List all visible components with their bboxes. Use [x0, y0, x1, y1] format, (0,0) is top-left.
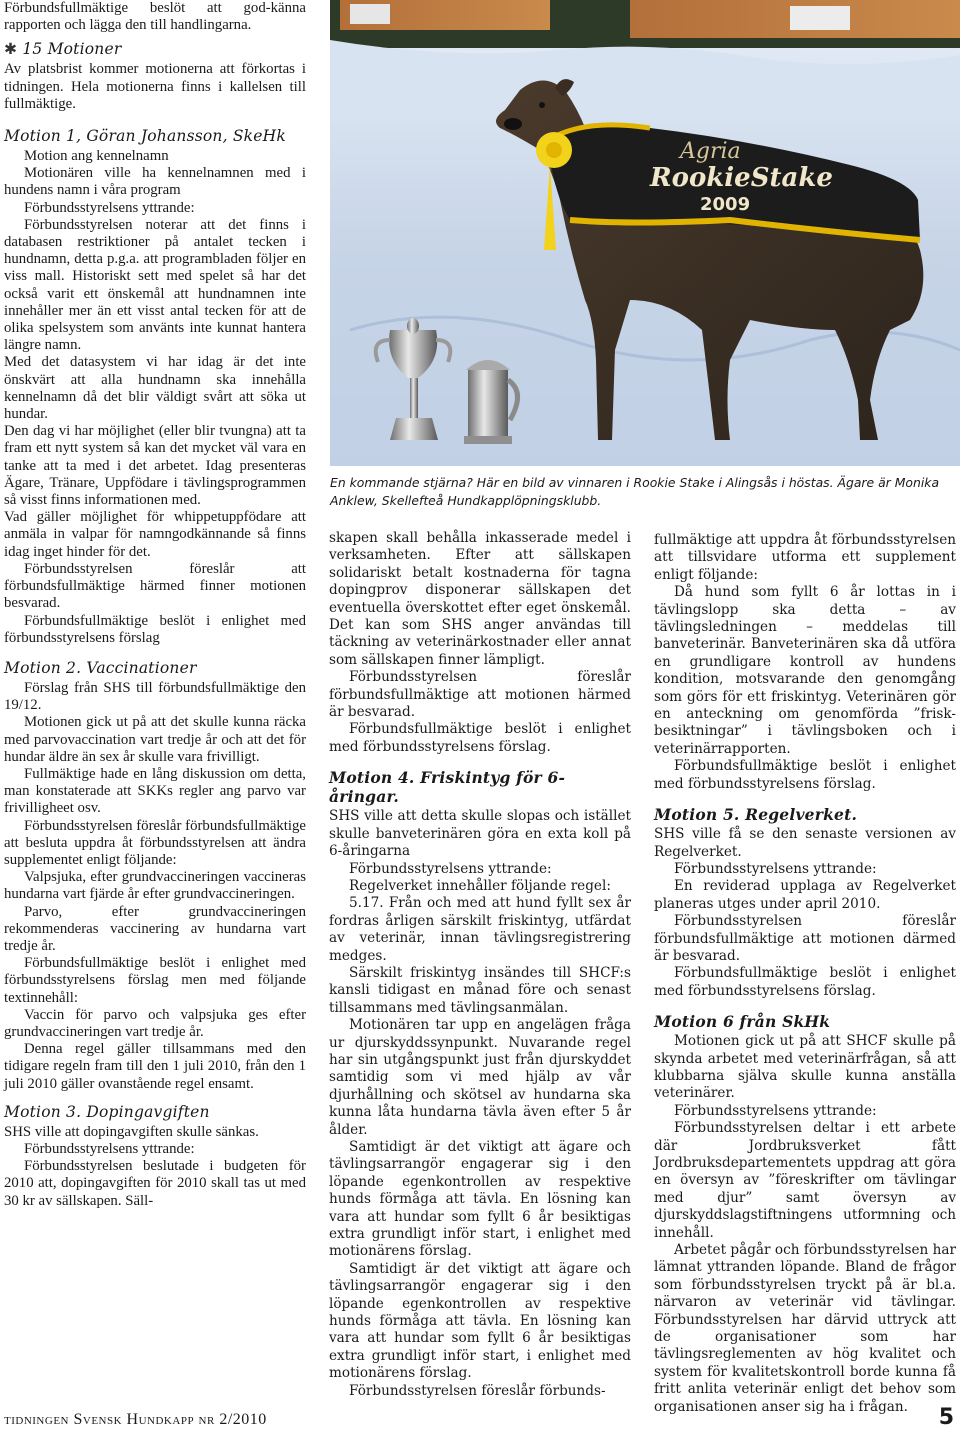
- paragraph: Förbundsfullmäktige beslöt i enlighet med förbundsstyrelsens förslag men med följande textinnehåll:: [4, 955, 306, 1006]
- paragraph: Motionen gick ut på att det skulle kunna räcka med parvovaccination vart tredje år och att det för hundar äldre än sex år skulle vara frivilligt.: [4, 714, 306, 765]
- magazine-footer: tidningen Svensk Hundkapp nr 2/2010: [4, 1411, 267, 1428]
- paragraph: Parvo, efter grundvaccineringen rekommenderas vaccinering av hundarna vart tredje år.: [4, 903, 306, 954]
- paragraph: Förbundsstyrelsen föreslår förbundsfullmäktige att besluta uppdra åt förbundsstyrelsen att ändra supplementet enligt följande:: [4, 817, 306, 868]
- section-heading: [4, 40, 306, 59]
- paragraph: Valpsjuka, efter grundvaccineringen vaccineras hundarna vart fjärde år efter grundvaccineringen.: [4, 869, 306, 903]
- paragraph: Förbundsstyrelsen föreslår förbundsfullmäktige att motionen därmed är besvarad.: [654, 913, 956, 964]
- paragraph: SHS ville att detta skulle slopas och istället skulle banveterinären göra en exta koll på 6-åringarna: [329, 808, 631, 860]
- motion-5-heading: Motion 5. Regelverket.: [654, 805, 858, 825]
- paragraph: Förbundsstyrelsen föreslår att förbundsfullmäktige härmed finner motionen besvarad.: [4, 560, 306, 612]
- greyhound-photo: [330, 0, 960, 466]
- star-icon: ✱: [4, 40, 18, 59]
- motion-3-heading: Motion 3. Dopingavgiften: [4, 1102, 210, 1121]
- paragraph: Motionären tar upp en angelägen fråga ur djurskyddssynpunkt. Nuvarande regel har sin utgångspunkt just från djurskyddet samtidig som vi med hjälp av vår djurhållning och skötsel av hundarna ska kunna låta hundarna tävla även efter 5 år ålder.: [329, 1017, 631, 1138]
- paragraph: Då hund som fyllt 6 år lottas in i tävlingslopp ska detta – av tävlingsledningen – meddelas till banveterinär. Banveterinären ska då utföra en grundligare kontroll av hundens kondition, motsvarande den genomgång som görs för ett friskintyg. Veterinären gör en anteckning om genomförda ”frisk-besiktningar” i tävlingsboken och i veterinärrapporten.: [654, 584, 956, 757]
- column-2: [329, 530, 631, 1400]
- paragraph: Vaccin för parvo och valpsjuka ges efter grundvaccineringen vart tredje år.: [4, 1006, 306, 1040]
- paragraph: Förslag från SHS till förbundsfullmäktige den 19/12.: [4, 679, 306, 714]
- photo-caption: En kommande stjärna? Här en bild av vinnaren i Rookie Stake i Alingsås i höstas. Ägare är Monika Anklew, Skellefteå Hundkapplöpningsklubb.: [330, 475, 940, 508]
- paragraph: En reviderad upplaga av Regelverket planeras utges under april 2010.: [654, 878, 956, 912]
- column-3: [654, 532, 956, 1416]
- paragraph: fullmäktige att uppdra åt förbundsstyrelsen att tillsvidare utforma ett supplement enligt följande:: [654, 532, 957, 583]
- coat-line-2: RookieStake: [650, 163, 833, 193]
- paragraph: Förbundsfullmäktige beslöt i enlighet med förbundsstyrelsens förslag.: [329, 721, 631, 755]
- paragraph: Förbundsstyrelsen noterar att det finns i databasen restriktioner på antalet tecken i hundnamn, detta p.g.a. att programbladen följer en viss mall. Historiskt sett med spelet så har det också varit ett önskemål att hundnamnen inte innehåller mer än ett visst antal tecken för att de olika spelsystem som använts inte kunnat hantera längre namn.: [4, 216, 306, 354]
- paragraph: Motionen gick ut på att SHCF skulle på skynda arbetet med veterinärfrågan, så att klubbarna själva skulle kunna anställa veterinärer.: [654, 1033, 956, 1102]
- motion-1-heading: Motion 1, Göran Johansson, SkeHk: [4, 127, 286, 146]
- motion-2-heading: Motion 2. Vaccinationer: [4, 658, 197, 677]
- paragraph: Förbundsfullmäktige beslöt i enlighet med förbundsstyrelsens förslag.: [654, 965, 956, 999]
- paragraph: Vad gäller möjlighet för whippetuppfödare att anmäla in valpar för namngodkännande så finns idag inget hinder för det.: [4, 509, 306, 560]
- motion-6-heading: Motion 6 från SkHk: [654, 1012, 831, 1032]
- motion-4-heading: Motion 4. Friskintyg för 6-åringar.: [329, 768, 566, 807]
- paragraph: Förbundsstyrelsen föreslår förbundsfullmäktige att motionen härmed är besvarad.: [329, 669, 631, 721]
- coat-line-3: 2009: [700, 194, 751, 215]
- section-heading-text: 15 Motioner: [22, 40, 122, 59]
- paragraph: Förbundsstyrelsen deltar i ett arbete där Jordbruksverket fått Jordbruksdepartementets uppdrag att göra en översyn av ”föreskrifter om tävlingar med djur” samt översyn av djurskyddslagstiftningens utformning och innehåll.: [654, 1120, 956, 1241]
- paragraph: Särskilt friskintyg insändes till SHCF:s kansli tidigast en månad före och senast tillsammans med tävlingsanmälan.: [329, 964, 631, 1016]
- paragraph: Samtidigt är det viktigt att ägare och tävlingsarrangör engagerar sig i den löpande egenkontrollen av respektive hunds förmåga att tävla. En lösning kan vara att hundar som fyllt 6 år besiktigas extra grundligt inför start, i enlighet med motionärens förslag.: [329, 1139, 631, 1260]
- paragraph: Förbundsstyrelsens yttrande:: [24, 199, 195, 216]
- paragraph: Regelverket innehåller följande regel:: [349, 877, 611, 894]
- column-1: [4, 0, 306, 1210]
- paragraph: Samtidigt är det viktigt att ägare och tävlingsarrangör engagerar sig i den löpande egenkontrollen av respektive hunds förmåga att tävla. En lösning kan vara att hundar som fyllt 6 år besiktigas extra grundligt inför start, i enlighet med motionärens förslag.: [329, 1260, 631, 1382]
- greyhound-photo-illustration: [330, 0, 960, 466]
- paragraph: Fullmäktige hade en lång diskussion om detta, man konstaterade att SKKs regler ang parvo var frivilligheet osv.: [4, 765, 306, 817]
- page-number: 5: [938, 1405, 954, 1430]
- paragraph: Den dag vi har möjlighet (eller blir tvungna) att ta fram ett nytt system så kan det mycket väl vara en tanke att ta med i det arbetet. Idag presenteras Ägare, Tränare, Uppfödare i tävlingsprogrammen så visst finns informationen med.: [4, 423, 306, 509]
- paragraph: Motionären ville ha kennelnamnen med i hundens namn i våra program: [4, 165, 306, 199]
- paragraph: skapen skall behålla inkasserade medel i verksamheten. Efter att sällskapen solidariskt betalt kostnaderna för tagna dopingprov disponerar sällskapen det eventuella överskottet efter eget önskemål. Det kan som SHS anger användas till täckning av veterinärkostnader eller annat som sällskapen finner lämpligt.: [329, 530, 631, 668]
- paragraph: Förbundsstyrelsen föreslår förbunds-: [349, 1382, 606, 1399]
- paragraph: Förbundsfullmäktige beslöt i enlighet med förbundsstyrelsens förslag.: [654, 758, 956, 792]
- paragraph: Förbundsstyrelsens yttrande:: [349, 860, 552, 877]
- paragraph: Förbundsstyrelsens yttrande:: [24, 1140, 195, 1157]
- paragraph: Denna regel gäller tillsammans med den tidigare regeln fram till den 1 juli 2010, från den 1 juli 2010 gäller ovanstående regel ensamt.: [4, 1041, 306, 1092]
- paragraph: 5.17. Från och med att hund fyllt sex år fordras årligen särskilt friskintyg, utfärdat av veterinär, innan tävlingsregistrering medges.: [329, 895, 631, 964]
- coat-line-1: Agria: [680, 139, 741, 164]
- paragraph: Förbundsstyrelsens yttrande:: [674, 1102, 877, 1119]
- paragraph: SHS ville få se den senaste versionen av Regelverket.: [654, 826, 956, 860]
- paragraph: Förbundsstyrelsen beslutade i budgeten för 2010 att, dopingavgiften för 2010 skall tas ut med 30 kr av sällskapen. Säll-: [4, 1158, 306, 1209]
- paragraph: Motion ang kennelnamn: [24, 148, 169, 165]
- paragraph: Förbundsfullmäktige beslöt i enlighet med förbundsstyrelsens förslag: [4, 612, 306, 646]
- paragraph: Av platsbrist kommer motionerna att förkortas i tidningen. Hela motionerna finns i kallelsen till fullmäktige.: [4, 61, 306, 112]
- paragraph: Arbetet pågår och förbundsstyrelsen har lämnat yttranden löpande. Bland de frågor som förbundsstyrelsen tryckt på är bl.a. närvaron av veterinär vid tävlingar. Förbundsstyrelsen har därvid uttryck att de organisationer som har tävlingsreglementen av hög kvalitet och system för kvalitetskontroll borde kunna få fritt anlita veterinär enligt det behov som organisationen anser sig ha i frågan.: [654, 1242, 956, 1415]
- paragraph: Förbundsfullmäktige beslöt att god-känna rapporten och lägga den till handlingarna.: [4, 0, 306, 34]
- paragraph: Med det datasystem vi har idag är det inte önskvärt att alla hundnamn ska innehålla kennelnamn då det blir väldigt svårt att söka ut hundar.: [4, 354, 306, 423]
- paragraph: Förbundsstyrelsens yttrande:: [674, 860, 877, 877]
- paragraph: SHS ville att dopingavgiften skulle sänkas.: [4, 1123, 259, 1140]
